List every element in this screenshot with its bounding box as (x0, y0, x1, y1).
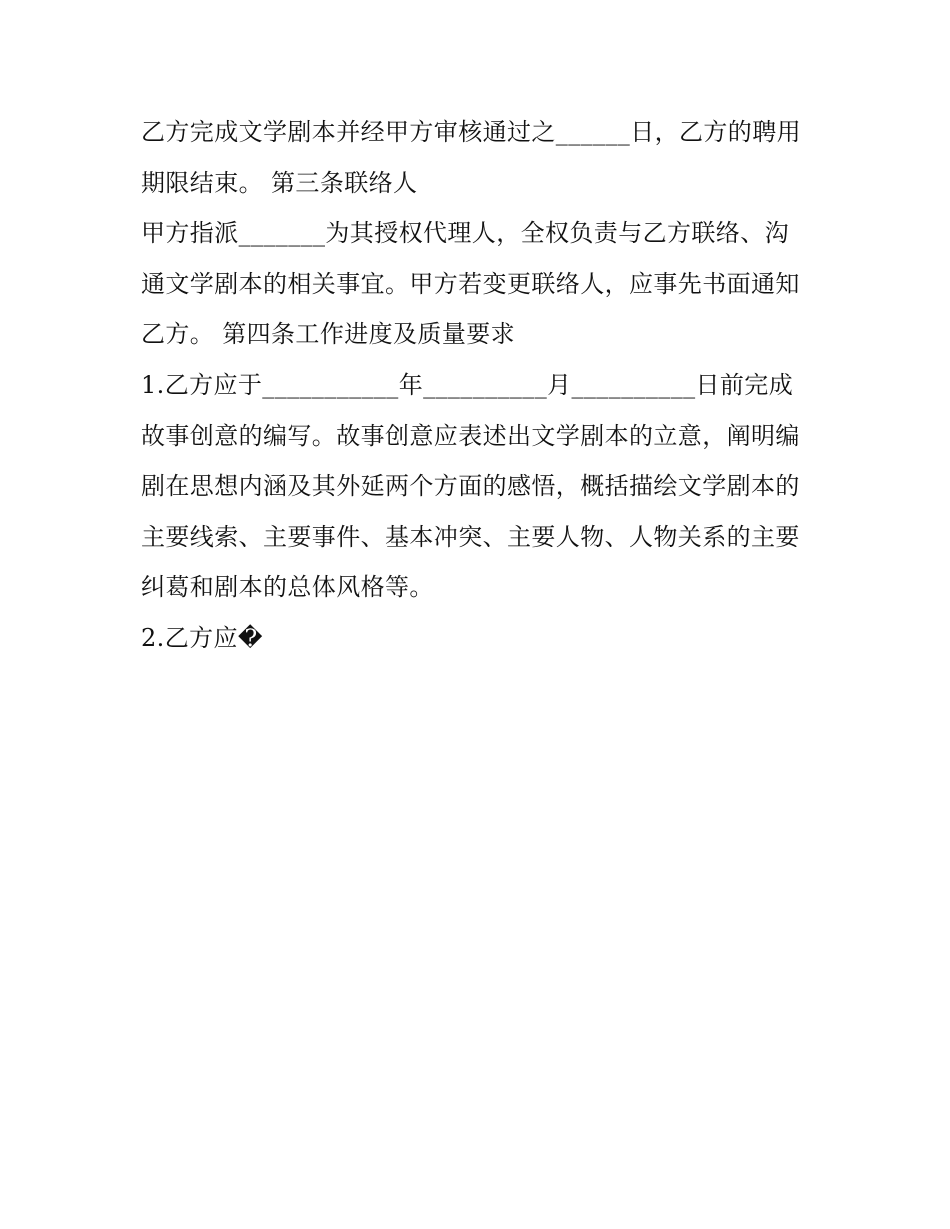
text-line: 故事创意的编写。故事创意应表述出文学剧本的立意，阐明编 (141, 421, 800, 450)
text-line: 乙方。 第四条工作进度及质量要求 (141, 320, 516, 349)
text-line: 纠葛和剧本的总体风格等。 (141, 573, 434, 602)
text-line: 乙方完成文学剧本并经甲方审核通过之______日，乙方的聘用 (141, 118, 801, 146)
text-line: 主要线索、主要事件、基本冲突、主要人物、人物关系的主要 (141, 522, 800, 551)
text-line: 剧在思想内涵及其外延两个方面的感悟，概括描绘文学剧本的 (141, 472, 800, 501)
text-line: 期限结束。 第三条联络人 (141, 168, 418, 197)
text-line: 通文学剧本的相关事宜。甲方若变更联络人，应事先书面通知 (141, 269, 800, 298)
document-body (141, 107, 821, 664)
text-line: 1.乙方应于___________年__________月__________日前完成 (141, 370, 794, 399)
text-line: 甲方指派_______为其授权代理人，全权负责与乙方联络、沟 (141, 219, 789, 248)
text-line: 2.乙方应� (141, 623, 263, 652)
